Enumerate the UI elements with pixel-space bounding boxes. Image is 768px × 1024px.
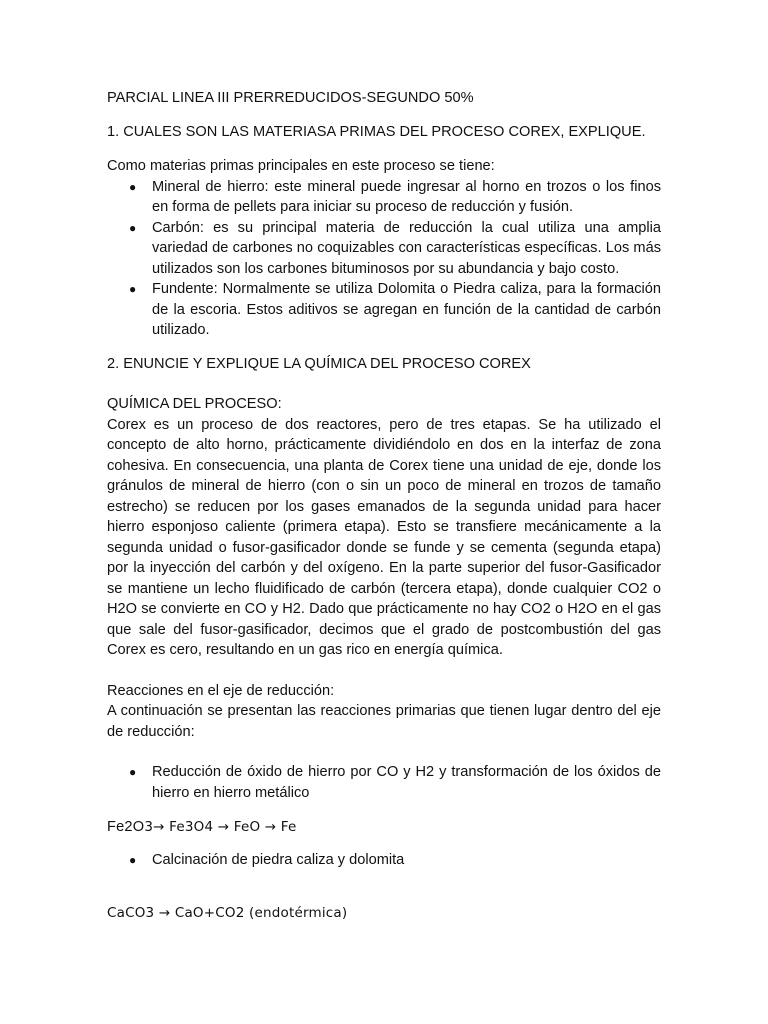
list-item [107,279,661,341]
formula-rest: 3→ Fe3O4 → FeO → Fe [144,819,297,835]
question-1-heading: 1. CUALES SON LAS MATERIASA PRIMAS DEL PROCESO COREX, EXPLIQUE. [107,123,646,140]
formula-calcination: CaCO3 → CaO+CO2 (endotérmica) [107,904,348,921]
list-item-text: Carbón: es su principal materia de reducción la cual utiliza una amplia variedad de carbones no coquizables con características específicas. Los más utilizados son los carbones bituminosos por su abundancia y bajo costo. [152,219,661,277]
reactions-intro: A continuación se presentan las reacciones primarias que tienen lugar dentro del eje de reducción: [107,703,661,740]
question-1-intro: Como materias primas principales en este proceso se tiene: [107,158,495,174]
list-item-text: Calcinación de piedra caliza y dolomita [152,852,405,868]
bullet-icon: ● [129,179,137,194]
list-item [107,762,661,803]
list-item-text: Fundente: Normalmente se utiliza Dolomita o Piedra caliza, para la formación de la escoria. Estos aditivos se agregan en función de la cantidad de carbón utilizado. [152,281,661,338]
bullet-icon: ● [129,765,137,779]
document-title: PARCIAL LINEA III PRERREDUCIDOS-SEGUNDO 50% [107,90,474,106]
list-item [107,218,661,280]
list-item [107,177,661,218]
list-item-text: Mineral de hierro: este mineral puede ingresar al horno en trozos o los finos en forma de pellets para iniciar su proceso de reducción y fusión. [152,178,661,215]
bullet-icon: ● [129,853,137,867]
question-2-heading: 2. ENUNCIE Y EXPLIQUE LA QUÍMICA DEL PROCESO COREX [107,355,531,372]
section-body: Corex es un proceso de dos reactores, pero de tres etapas. Se ha utilizado el concepto de alto horno, prácticamente dividiéndolo en dos en la interfaz de zona cohesiva. En consecuencia, una planta de Corex tiene una unidad de eje, donde los gránulos de mineral de hierro (con o sin un poco de mineral en trozos de tamaño estrecho) se reducen por los gases emanados de la segunda unidad para hacer hierro esponjoso caliente (primera etapa). Esto se transfiere mecánicamente a la segunda unidad o fusor-gasificador donde se funde y se cementa (segunda etapa) por la inyección del carbón y del oxígeno. En la parte superior del fusor-Gasificador se mantiene un lecho fluidificado de carbón (tercera etapa), donde cualquier CO2 o H2O se convierte en CO y H2. Dado que prácticamente no hay CO2 o H2O en el gas que sale del fusor-gasificador, decimos que el grado de postcombustión del gas Corex es cero, resultando en un gas rico en energía química. [107,416,661,658]
reactions-title: Reacciones en el eje de reducción: [107,682,335,699]
bullet-icon: ● [129,282,137,296]
section-title: QUÍMICA DEL PROCESO: [107,396,282,412]
reactions-list-1 [107,762,661,803]
list-item-text: Reducción de óxido de hierro por CO y H2 y transformación de los óxidos de hierro en hierro metálico [152,764,661,801]
document-page [107,88,661,923]
reactions-list-2 [107,850,661,871]
list-item [107,850,661,871]
bullet-icon: ● [129,220,137,235]
raw-materials-list [107,177,661,341]
formula-lead: Fe2O [107,819,145,835]
formula-iron-reduction [107,817,661,837]
